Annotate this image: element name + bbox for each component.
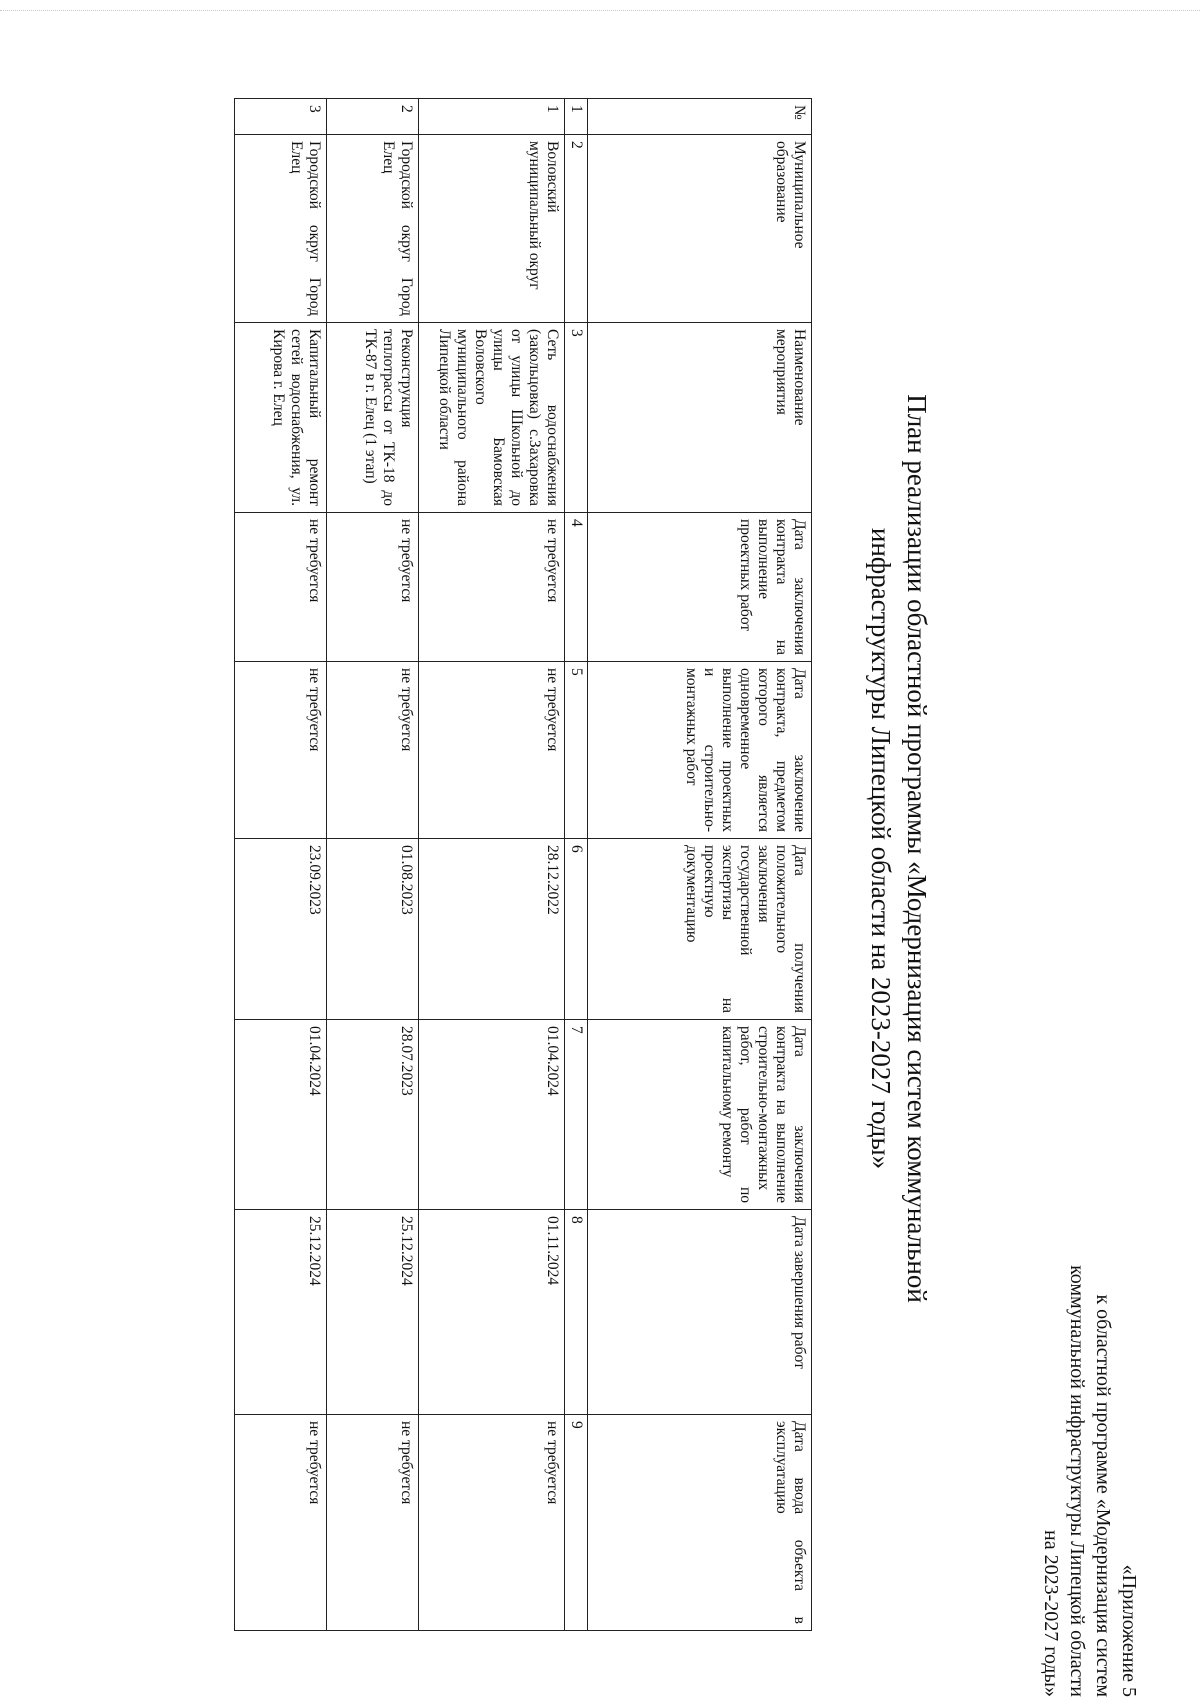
row-municipality: Воловский муниципальный округ xyxy=(419,135,565,323)
header-design-contract: Дата заключения контракта на выполнение проектных работ xyxy=(588,513,812,662)
row-design-contract: не требуется xyxy=(235,513,327,662)
header-row xyxy=(588,99,812,1631)
table-row xyxy=(327,99,419,1631)
row-expertise: 28.12.2022 xyxy=(419,839,565,1020)
row-design-contract: не требуется xyxy=(327,513,419,662)
row-design-contract: не требуется xyxy=(419,513,565,662)
row-completion: 01.11.2024 xyxy=(419,1210,565,1415)
header-construction-contract: Дата заключения контракта на выполнение строительно-монтажных работ, работ по капитальному ремонту xyxy=(588,1020,812,1210)
column-number-row xyxy=(565,99,588,1631)
row-construction-contract: 01.04.2024 xyxy=(235,1020,327,1210)
row-commissioning: не требуется xyxy=(419,1415,565,1631)
appendix-line-2: к областной программе «Модернизация систем xyxy=(1092,1294,1114,1697)
row-construction-contract: 01.04.2024 xyxy=(419,1020,565,1210)
column-number: 3 xyxy=(565,323,588,513)
header-commissioning: Дата ввода объекта в эксплуатацию xyxy=(588,1415,812,1631)
table-row xyxy=(235,99,327,1631)
row-num: 1 xyxy=(419,99,565,135)
column-number: 5 xyxy=(565,662,588,839)
row-event: Сеть водоснабжения (закольцовка) с.Захаровка от улицы Школьной до улицы Бамовская Воловского муниципального района Липецкой области xyxy=(419,323,565,513)
appendix-line-1: «Приложение 5 xyxy=(1118,1564,1140,1697)
plan-title-line-1: План реализации областной программы «Модернизация систем коммунальной xyxy=(902,394,932,1303)
row-municipality: Городской округ Город Елец xyxy=(327,135,419,323)
column-number: 9 xyxy=(565,1415,588,1631)
appendix-line-3: коммунальной инфраструктуры Липецкой области xyxy=(1066,1265,1088,1697)
appendix-line-4: на 2023-2027 годы» xyxy=(1040,1530,1062,1697)
header-combined-contract: Дата заключение контракта, предметом которого является одновременное выполнение проектных и строительно-монтажных работ xyxy=(588,662,812,839)
row-expertise: 23.09.2023 xyxy=(235,839,327,1020)
header-municipality: Муниципальное образование xyxy=(588,135,812,323)
column-number: 8 xyxy=(565,1210,588,1415)
row-commissioning: не требуется xyxy=(327,1415,419,1631)
row-municipality: Городской округ Город Елец xyxy=(235,135,327,323)
row-num: 2 xyxy=(327,99,419,135)
row-completion: 25.12.2024 xyxy=(327,1210,419,1415)
row-construction-contract: 28.07.2023 xyxy=(327,1020,419,1210)
plan-title-line-2: инфраструктуры Липецкой области на 2023-2027 годы» xyxy=(866,527,896,1170)
plan-title xyxy=(863,0,935,1697)
column-number: 2 xyxy=(565,135,588,323)
row-expertise: 01.08.2023 xyxy=(327,839,419,1020)
row-combined-contract: не требуется xyxy=(419,662,565,839)
appendix-note xyxy=(1038,1137,1142,1697)
header-expertise: Дата получения положительного заключения государственной экспертизы на проектную документацию xyxy=(588,839,812,1020)
row-commissioning: не требуется xyxy=(235,1415,327,1631)
column-number: 1 xyxy=(565,99,588,135)
column-number: 4 xyxy=(565,513,588,662)
table-row xyxy=(419,99,565,1631)
row-completion: 25.12.2024 xyxy=(235,1210,327,1415)
row-event: Реконструкция теплотрассы от ТК-18 до ТК-87 в г. Елец (1 этап) xyxy=(327,323,419,513)
row-num: 3 xyxy=(235,99,327,135)
header-num: № xyxy=(588,99,812,135)
row-combined-contract: не требуется xyxy=(327,662,419,839)
column-number: 7 xyxy=(565,1020,588,1210)
row-combined-contract: не требуется xyxy=(235,662,327,839)
plan-table xyxy=(234,98,812,1631)
row-event: Капитальный ремонт сетей водоснабжения, ул. Кирова г. Елец xyxy=(235,323,327,513)
header-completion: Дата завершения работ xyxy=(588,1210,812,1415)
header-event: Наименование мероприятия xyxy=(588,323,812,513)
column-number: 6 xyxy=(565,839,588,1020)
